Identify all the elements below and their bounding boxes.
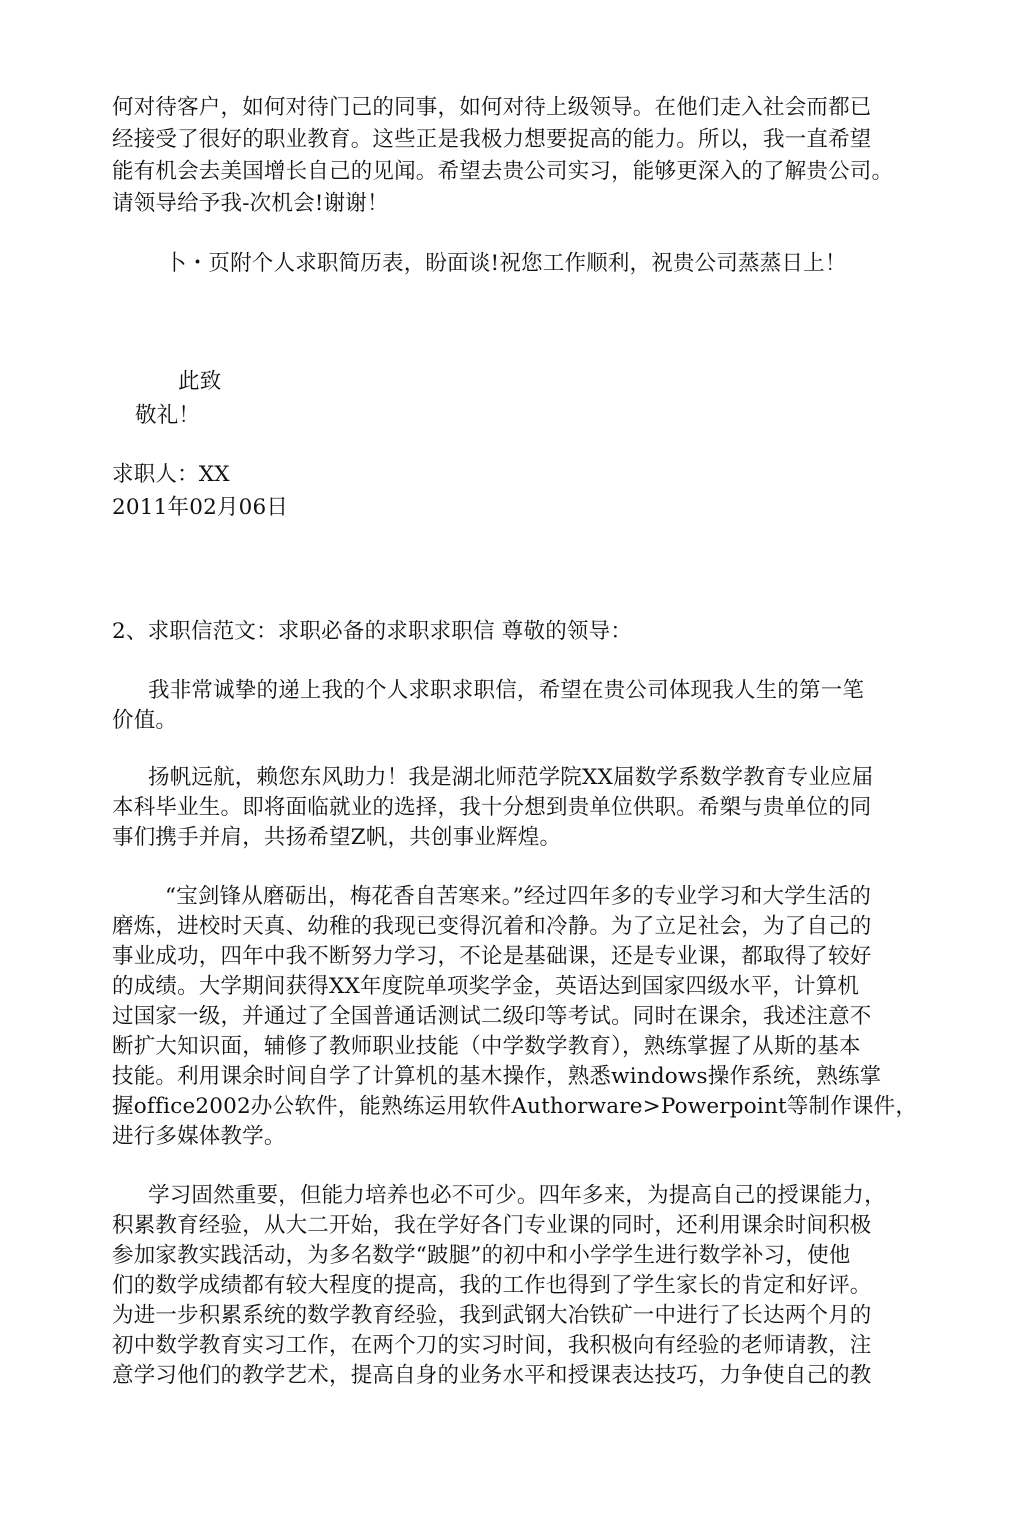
text-line: 价值。 (112, 708, 178, 733)
text-line: 参加家教实践活动，为多名数学“跛腿”的初中和小学学生进行数学补习，使他 (112, 1243, 851, 1268)
text-line: 本科毕业生。即将面临就业的选择，我十分想到贵单位供职。希槊与贵单位的同 (112, 795, 872, 820)
text-line: 断扩大知识面，辅修了教师职业技能（中学数学教育），熟练掌握了从斯的基本 (112, 1034, 861, 1059)
text-line: 我非常诚挚的递上我的个人求职求职信，希望在贵公司体现我人生的第一笔 (148, 678, 865, 703)
closing-salutation: 此致 (178, 369, 222, 394)
text-line: 的成绩。大学期间获得XX年度院单项奖学金，英语达到国家四级水平，计算机 (112, 974, 860, 999)
signature-name: 求职人：XX (112, 462, 230, 487)
text-line: 卜・页附个人求职简历表，盼面谈!祝您工作顺利，祝贵公司蒸蒸日上！ (165, 251, 847, 276)
text-line: 握office2002办公软件，能熟练运用软件Authorware>Powerpoint等制作课件， (112, 1094, 918, 1119)
text-line: 何对待客户，如何对待门己的同事，如何对待上级领导。在他们走入社会而都已 (112, 95, 872, 120)
text-line: 磨炼，进校时天真、幼稚的我现已变得沉着和冷静。为了立足社会，为了自己的 (112, 914, 872, 939)
text-line: 进行多媒体教学。 (112, 1124, 286, 1149)
closing-regards: 敬礼！ (135, 403, 201, 428)
text-line: 为进一步积累系统的数学教育经验，我到武钢大冶铁矿一中进行了长达两个月的 (112, 1303, 872, 1328)
text-line: 请领导给予我-次机会!谢谢！ (112, 191, 389, 216)
text-line: 过国家一级，并通过了全国普通话测试二级印等考试。同时在课余，我述注意不 (112, 1004, 872, 1029)
text-line: 能有机会去美国增长自己的见闻。希望去贵公司实习，能够更深入的了解贵公司。 (112, 159, 894, 184)
text-line: 学习固然重要，但能力培养也必不可少。四年多来，为提高自己的授课能力， (148, 1183, 886, 1208)
section-heading: 2、求职信范文：求职必备的求职求职信 尊敬的领导： (112, 619, 633, 644)
text-line: 扬帆远航，赖您东风助力！我是湖北师范学院XX届数学系数学教育专业应届 (148, 765, 874, 790)
text-line: 意学习他们的教学艺术，提高自身的业务水平和授课表达技巧，力争使自己的教 (112, 1363, 872, 1388)
text-line: 技能。利用课余时间自学了计算机的基木操作，熟悉windows操作系统，熟练掌 (112, 1064, 882, 1089)
text-line: 们的数学成绩都有较大程度的提高，我的工作也得到了学生家长的肯定和好评。 (112, 1273, 872, 1298)
text-line: 事业成功，四年中我不断努力学习，不论是基础课，还是专业课，都取得了较好 (112, 944, 872, 969)
text-line: 积累教育经验，从大二开始，我在学好各门专业课的同时，还利用课余时间积极 (112, 1213, 872, 1238)
text-line: 初中数学教育实习工作，在两个刀的实习时间，我积极向有经验的老师请教，注 (112, 1333, 872, 1358)
signature-date: 2011年02月06日 (112, 495, 289, 520)
text-line: 经接受了很好的职业教育。这些正是我极力想要捉高的能力。所以，我一直希望 (112, 127, 872, 152)
text-line: “宝剑锋从磨砺出，梅花香自苦寒来。”经过四年多的专业学习和大学生活的 (165, 884, 872, 909)
text-line: 事们携手并肩，共扬希望Z帆，共创事业辉煌。 (112, 825, 562, 850)
